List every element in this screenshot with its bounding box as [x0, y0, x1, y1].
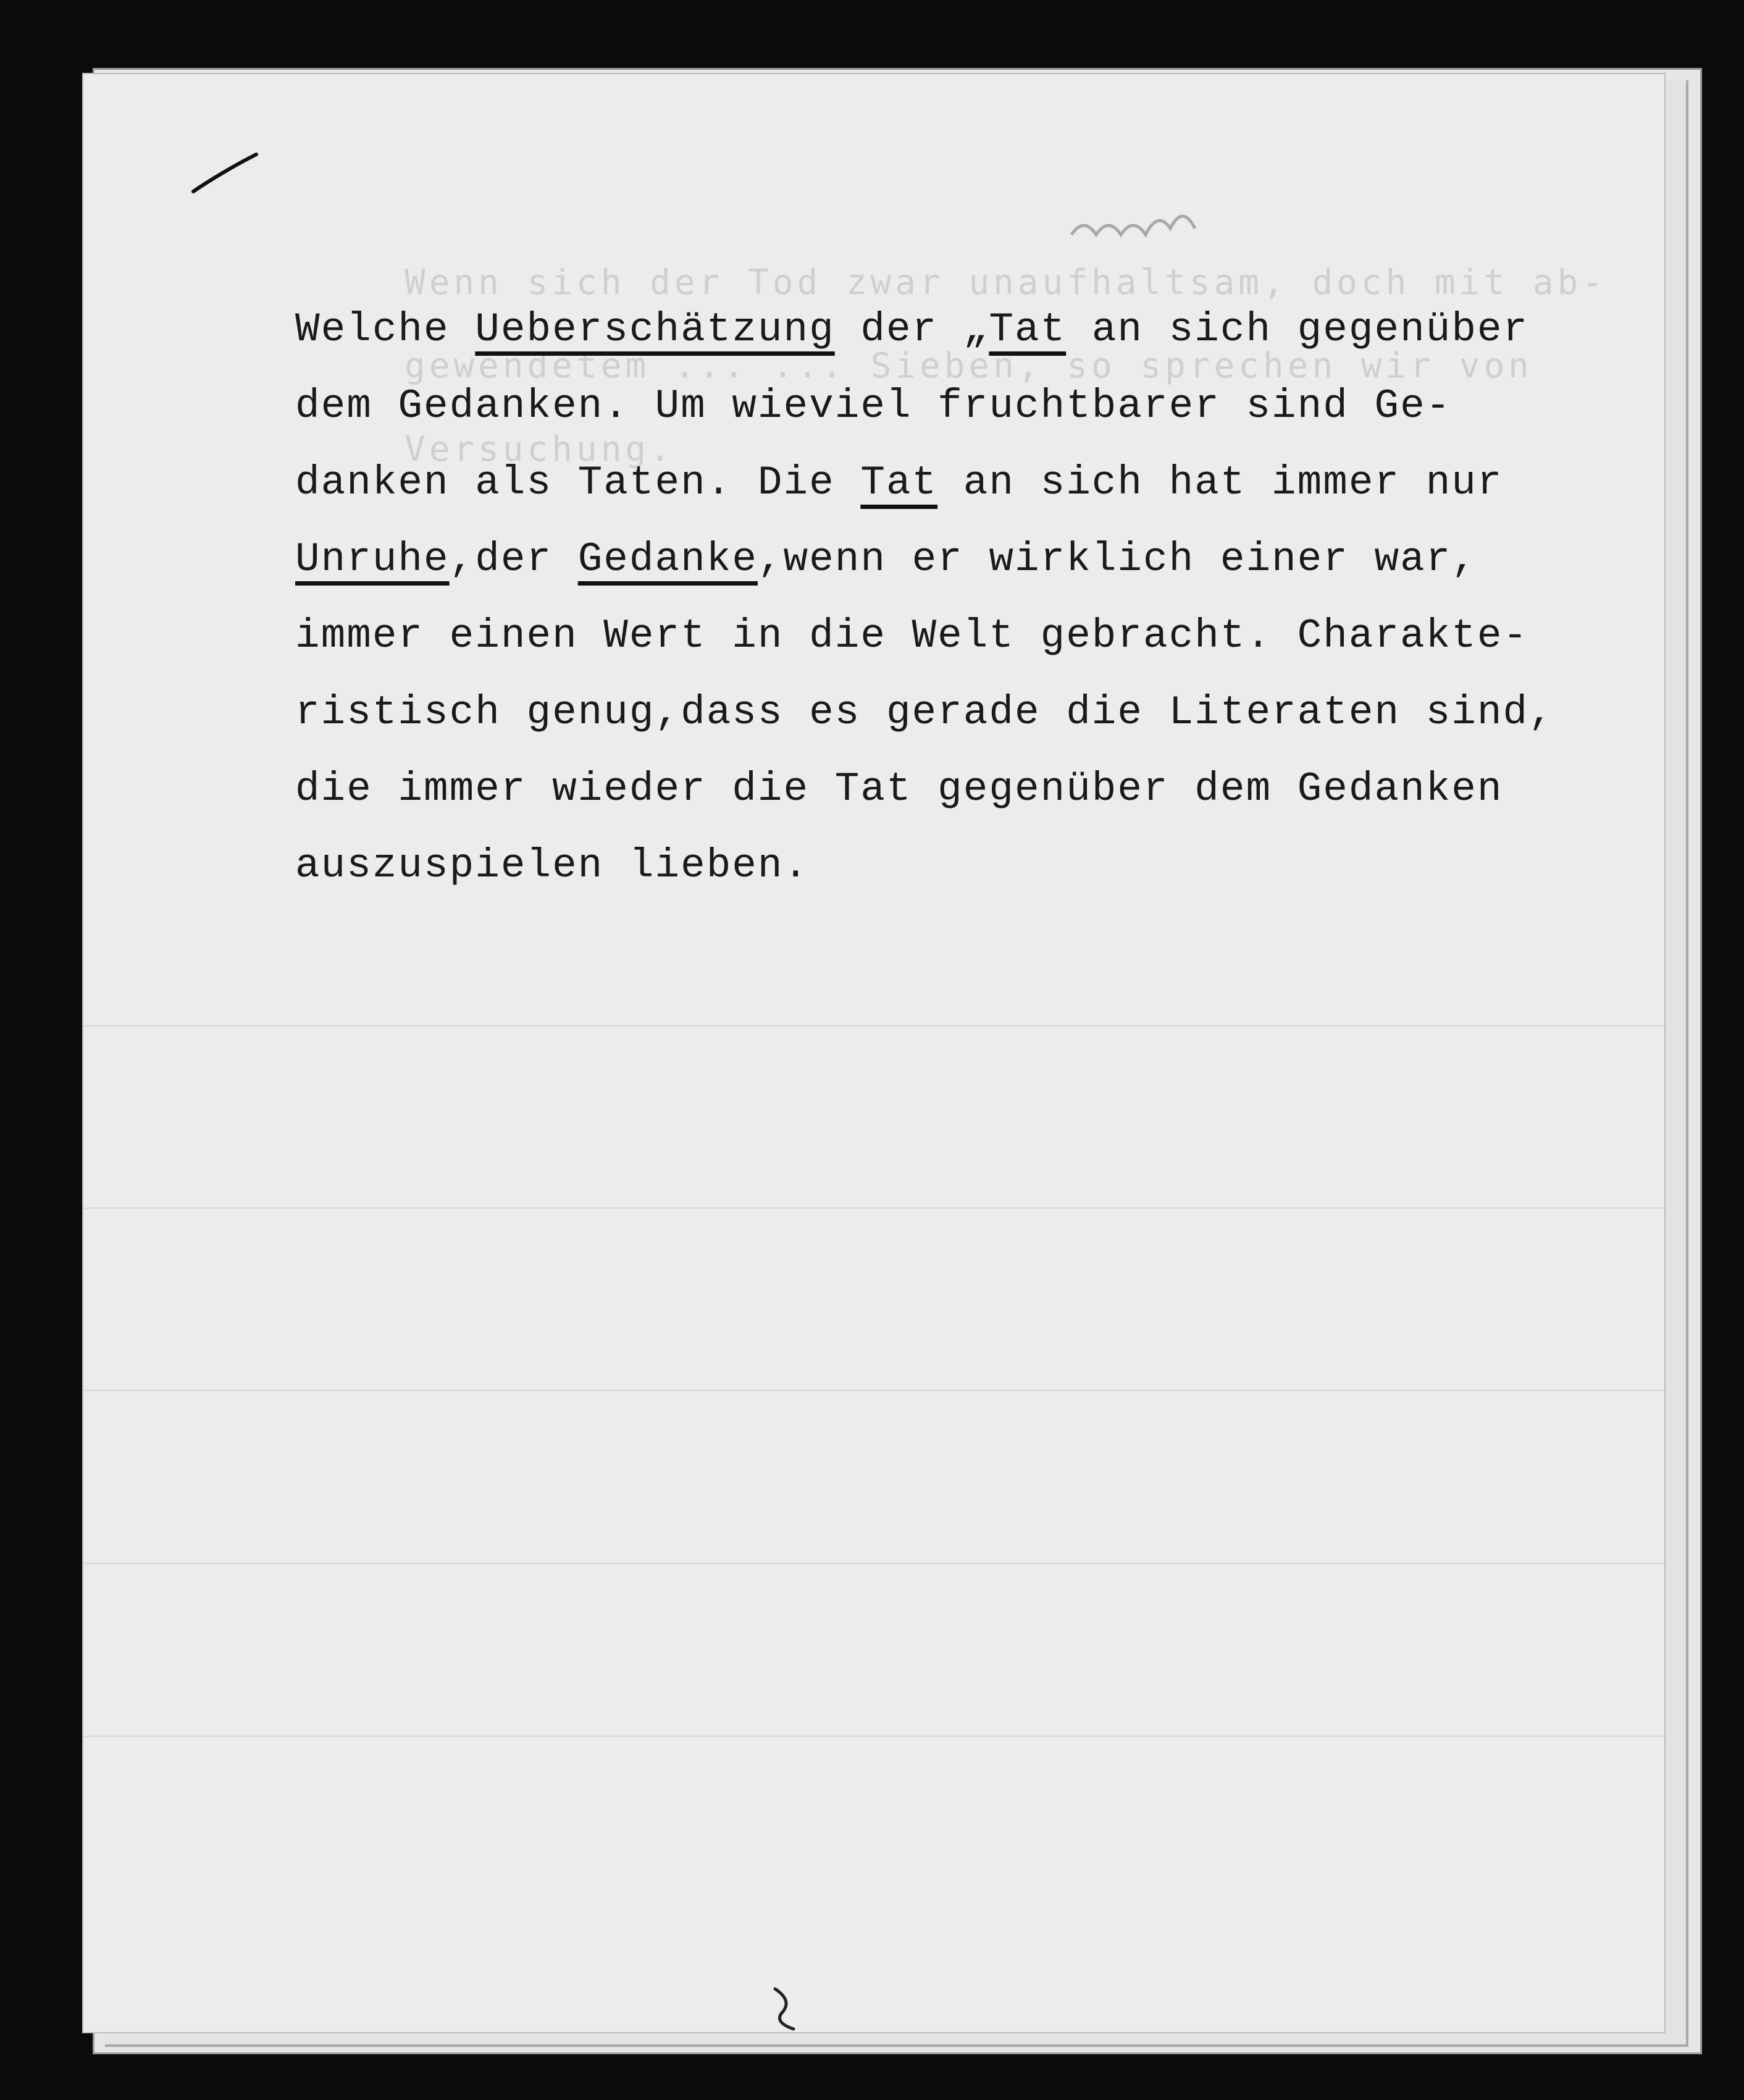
text-segment: an sich hat immer nur [937, 460, 1503, 506]
text-line [295, 828, 1604, 904]
ruling-line [83, 1208, 1664, 1209]
ghost-line: gewendetem ... ... Sieben, so sprechen wir von [405, 346, 1533, 386]
text-segment: ristisch genug,dass es gerade die Literaten sind, [295, 689, 1554, 736]
text-line [295, 598, 1604, 674]
ruling-line [83, 1563, 1664, 1564]
underlined-word: Gedanke [577, 536, 758, 582]
ghost-line: Versuchung. [405, 429, 674, 469]
pen-mark [763, 1983, 812, 2032]
underlined-word: Unruhe [295, 536, 450, 582]
text-segment: die immer wieder die Tat gegenüber dem Gedanken [295, 766, 1503, 812]
text-line [295, 674, 1604, 751]
text-line [295, 751, 1604, 828]
text-line [295, 445, 1604, 521]
pen-stroke-mark [188, 148, 262, 198]
ruling-line [83, 1736, 1664, 1737]
text-segment: dem Gedanken. Um wieviel fruchtbarer sind Ge- [295, 383, 1452, 429]
text-segment: ,der [449, 536, 578, 582]
text-segment: Welche [295, 306, 476, 353]
text-segment: an sich gegenüber [1066, 306, 1529, 353]
ruling-line [83, 1390, 1664, 1391]
text-line [295, 521, 1604, 598]
text-segment: der „ [834, 306, 989, 353]
text-line [295, 292, 1604, 368]
pencil-scribble [1065, 191, 1226, 247]
ghost-line: Wenn sich der Tod zwar unaufhaltsam, doch mit ab- [405, 262, 1607, 303]
underlined-word: Tat [860, 460, 938, 506]
text-line [295, 368, 1604, 445]
text-segment: auszuspielen lieben. [295, 842, 810, 889]
underlined-word: Ueberschätzung [475, 306, 835, 353]
underlined-word: Tat [989, 306, 1067, 353]
ruling-line [83, 1025, 1664, 1027]
text-segment: immer einen Wert in die Welt gebracht. Charakte- [295, 613, 1529, 659]
text-segment: ,wenn er wirklich einer war, [757, 536, 1477, 582]
typed-text-body [295, 292, 1604, 904]
text-segment: danken als Taten. Die [295, 460, 861, 506]
